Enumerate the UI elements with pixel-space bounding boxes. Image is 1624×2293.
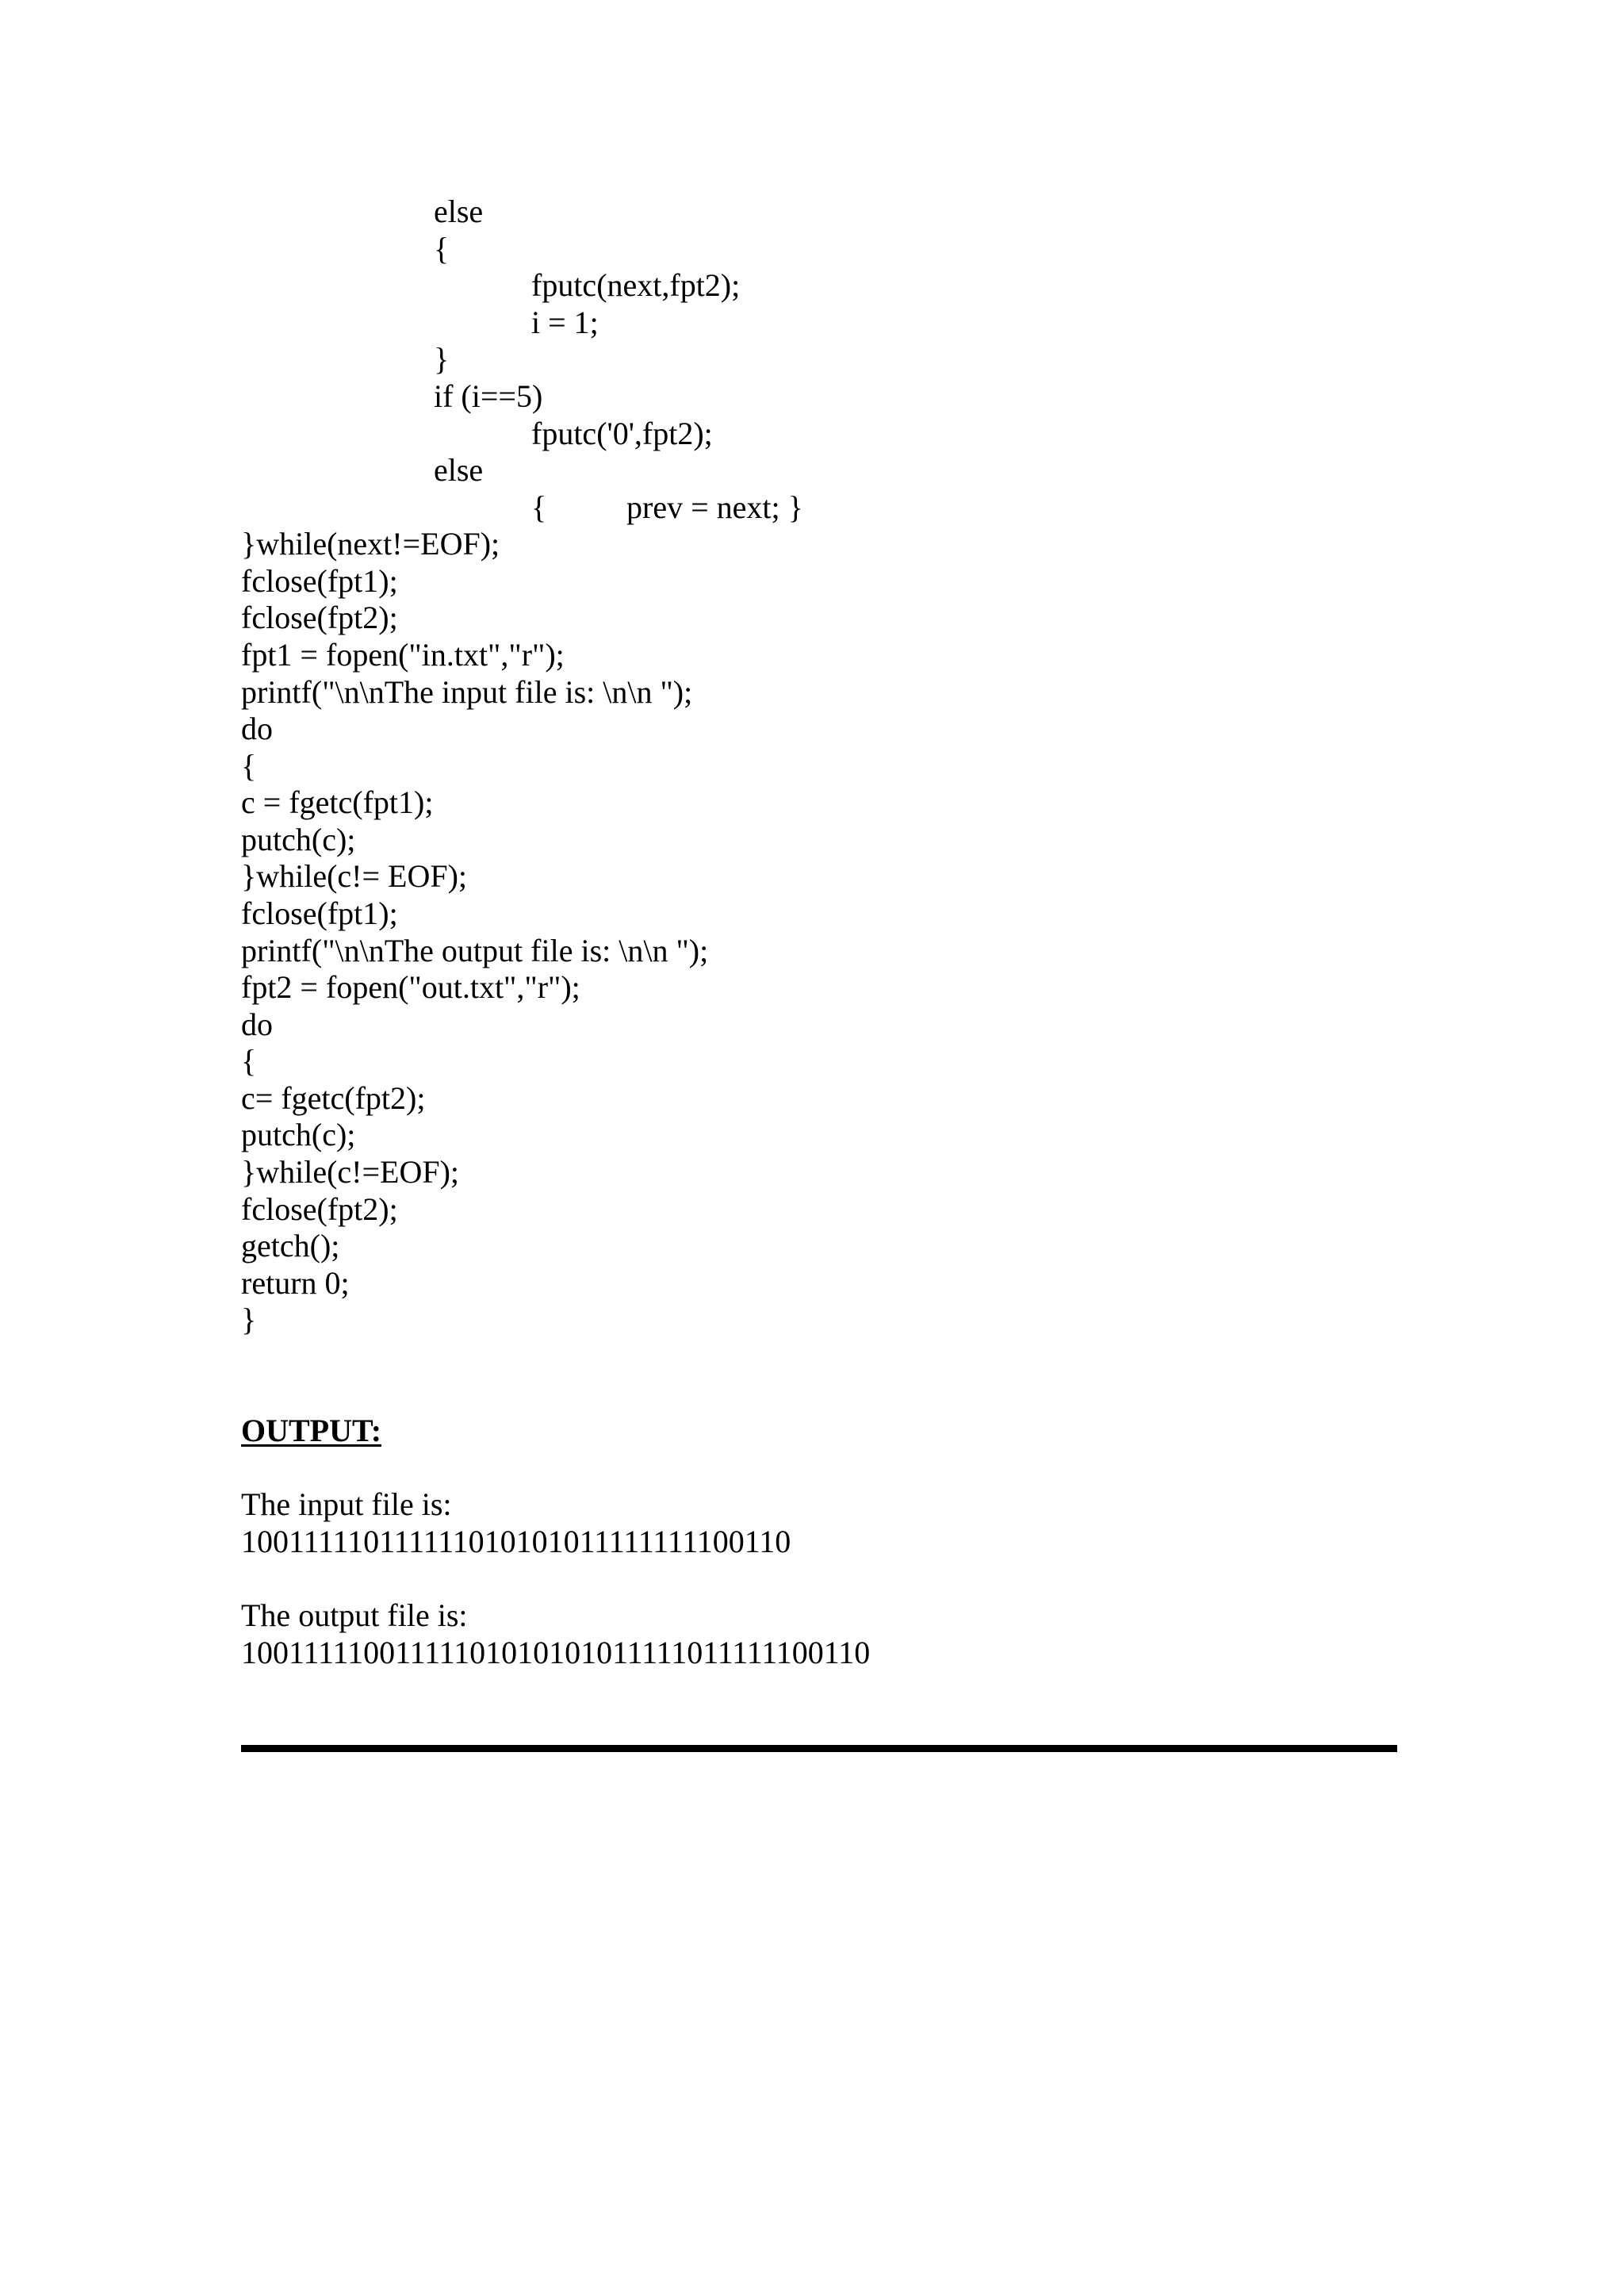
code-line: do: [241, 711, 273, 746]
code-line: {: [241, 748, 257, 784]
code-line: printf("\n\nThe input file is: \n\n ");: [241, 674, 693, 710]
code-line: }: [434, 341, 450, 377]
code-line: return 0;: [241, 1265, 350, 1301]
code-line: {: [531, 489, 547, 525]
code-line: putch(c);: [241, 822, 356, 857]
input-file-label: The input file is:: [241, 1486, 452, 1522]
output-file-bits: 10011111001111101010101011111011111100110: [241, 1635, 871, 1670]
input-file-bits: 100111110111111010101011111111100110: [241, 1524, 791, 1559]
output-heading: OUTPUT:: [241, 1413, 382, 1448]
output-file-label: The output file is:: [241, 1597, 468, 1633]
code-line: fputc('0',fpt2);: [531, 416, 713, 451]
code-line: fpt2 = fopen("out.txt","r");: [241, 969, 580, 1005]
horizontal-rule: [241, 1745, 1397, 1752]
code-line: }while(next!=EOF);: [241, 526, 500, 562]
code-line: fclose(fpt1);: [241, 895, 398, 931]
code-line: do: [241, 1007, 273, 1042]
code-line: i = 1;: [531, 305, 599, 340]
code-line: fclose(fpt2);: [241, 600, 398, 635]
code-line: c= fgetc(fpt2);: [241, 1080, 426, 1116]
code-line: c = fgetc(fpt1);: [241, 784, 434, 820]
code-line: fpt1 = fopen("in.txt","r");: [241, 637, 565, 673]
code-line: {: [241, 1043, 257, 1079]
code-line: fclose(fpt1);: [241, 563, 398, 599]
code-line: fputc(next,fpt2);: [531, 267, 741, 303]
code-line: else: [434, 452, 484, 488]
code-line: }while(c!= EOF);: [241, 858, 468, 894]
code-line: else: [434, 194, 484, 229]
code-line: if (i==5): [434, 378, 543, 414]
code-line: getch();: [241, 1228, 340, 1263]
code-line: {: [434, 231, 450, 266]
code-line: }while(c!=EOF);: [241, 1154, 460, 1190]
code-line: printf("\n\nThe output file is: \n\n ");: [241, 933, 709, 968]
code-line: fclose(fpt2);: [241, 1191, 398, 1227]
code-line: prev = next; }: [626, 489, 803, 525]
code-line: }: [241, 1302, 257, 1337]
code-line: putch(c);: [241, 1117, 356, 1152]
